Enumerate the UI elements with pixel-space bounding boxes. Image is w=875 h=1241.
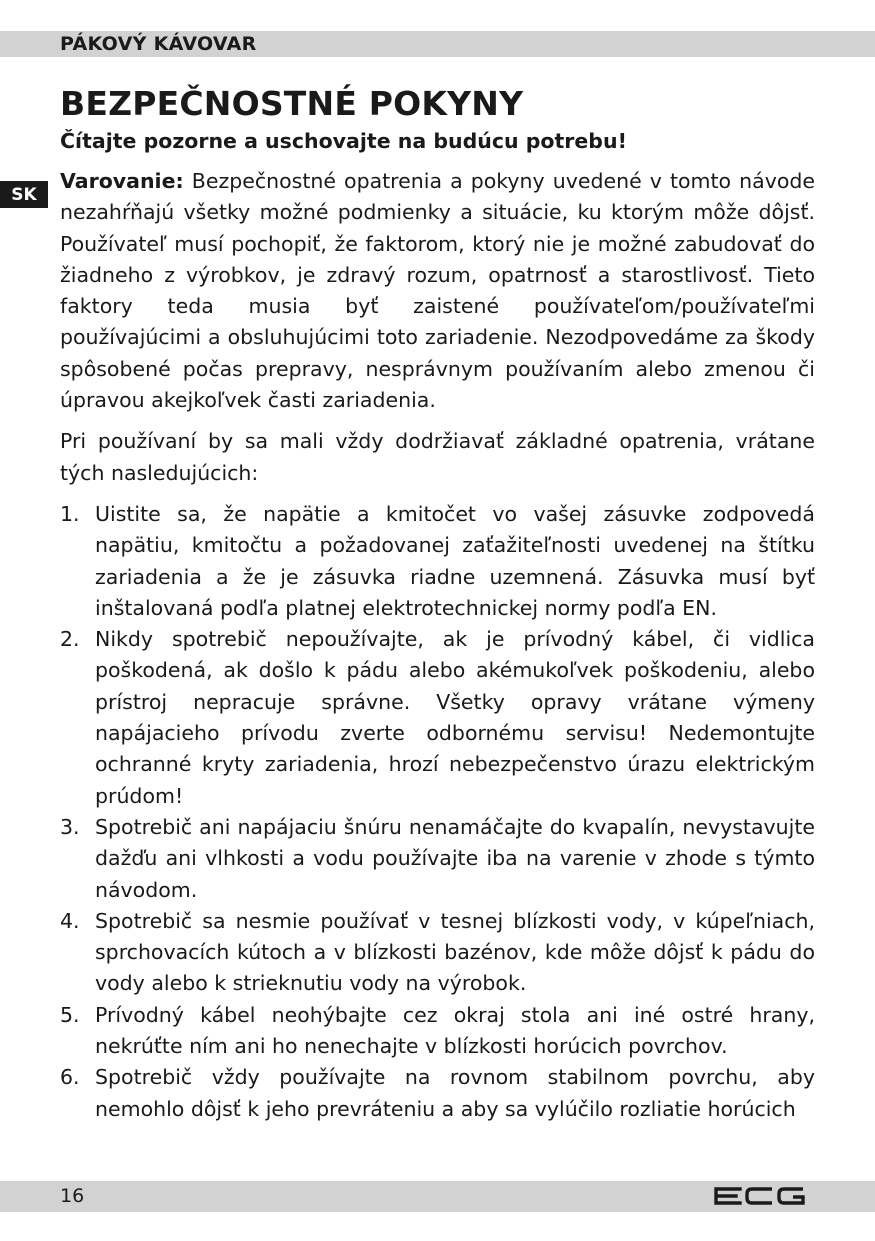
list-item-text: Spotrebič sa nesmie používať v tesnej blízkosti vody, v kúpeľniach, sprchovacích kútoch a v blízkosti bazénov, kde môže dôjsť k pádu do vody alebo k strieknutiu vody na výrobok. xyxy=(95,908,815,996)
list-item xyxy=(60,1000,815,1063)
list-item-text: Prívodný kábel neohýbajte cez okraj stola ani iné ostré hrany, nekrúťte ním ani ho nenechajte v blízkosti horúcich povrchov. xyxy=(95,1002,815,1059)
list-item-number: 2. xyxy=(60,627,80,652)
list-item xyxy=(60,906,815,1000)
intro-paragraph: Pri používaní by sa mali vždy dodržiavať základné opatrenia, vrátane tých nasledujúcich: xyxy=(60,429,815,485)
header-title: PÁKOVÝ KÁVOVAR xyxy=(60,33,257,55)
page-content xyxy=(60,84,815,1125)
list-item-number: 5. xyxy=(60,1002,80,1027)
list-item-number: 1. xyxy=(60,501,80,526)
page-subtitle: Čítajte pozorne a uschovajte na budúcu potrebu! xyxy=(60,129,627,153)
list-item-number: 3. xyxy=(60,814,80,839)
instructions-list xyxy=(60,499,815,1125)
list-item-text: Uistite sa, že napätie a kmitočet vo vašej zásuvke zodpovedá napätiu, kmitočtu a požadovanej zaťažiteľnosti uvedenej na štítku zariadenia a že je zásuvka riadne uzemnená. Zásuvka musí byť inštalovaná podľa platnej elektrotechnickej normy podľa EN. xyxy=(95,501,815,620)
list-item-text: Spotrebič ani napájaciu šnúru nenamáčajte do kvapalín, nevystavujte dažďu ani vlhkosti a vodu používajte iba na varenie v zhode s týmto návodom. xyxy=(95,814,815,902)
page-title: BEZPEČNOSTNÉ POKYNY xyxy=(60,84,524,123)
list-item xyxy=(60,624,815,812)
page-number: 16 xyxy=(60,1185,85,1207)
list-item xyxy=(60,812,815,906)
list-item-text: Spotrebič vždy používajte na rovnom stabilnom povrchu, aby nemohlo dôjsť k jeho prevráteniu a aby sa vylúčilo rozliatie horúcich xyxy=(95,1065,815,1121)
list-item-text: Nikdy spotrebič nepoužívajte, ak je prívodný kábel, či vidlica poškodená, ak došlo k pádu alebo akémukoľvek poškodeniu, alebo prístroj nepracuje správne. Všetky opravy vrátane výmeny napájacieho prívodu zverte odbornému servisu! Nedemontujte ochranné kryty zariadenia, hrozí nebezpečenstvo úrazu elektrickým prúdom! xyxy=(95,627,815,808)
list-item-number: 6. xyxy=(60,1065,80,1090)
language-tab: SK xyxy=(0,181,48,208)
warning-text: Bezpečnostné opatrenia a pokyny uvedené v tomto návode nezahŕňajú všetky možné podmienky a situácie, ku ktorým môže dôjsť. Používateľ musí pochopiť, že faktorom, ktorý nie je možné zabudovať do žiadneho z výrobkov, je zdravý rozum, opatrnosť a starostlivosť. Tieto faktory teda musia byť zaistené používateľom/používateľmi používajúcimi a obsluhujúcimi toto zariadenie. Nezodpovedáme za škody spôsobené počas prepravy, nesprávnym používaním alebo zmenou či úpravou akejkoľvek časti zariadenia. xyxy=(60,169,815,413)
warning-paragraph xyxy=(60,166,815,416)
warning-label: Varovanie: xyxy=(60,169,184,193)
list-item xyxy=(60,1062,815,1125)
ecg-logo xyxy=(714,1186,806,1206)
list-item-number: 4. xyxy=(60,908,80,933)
list-item xyxy=(60,499,815,624)
